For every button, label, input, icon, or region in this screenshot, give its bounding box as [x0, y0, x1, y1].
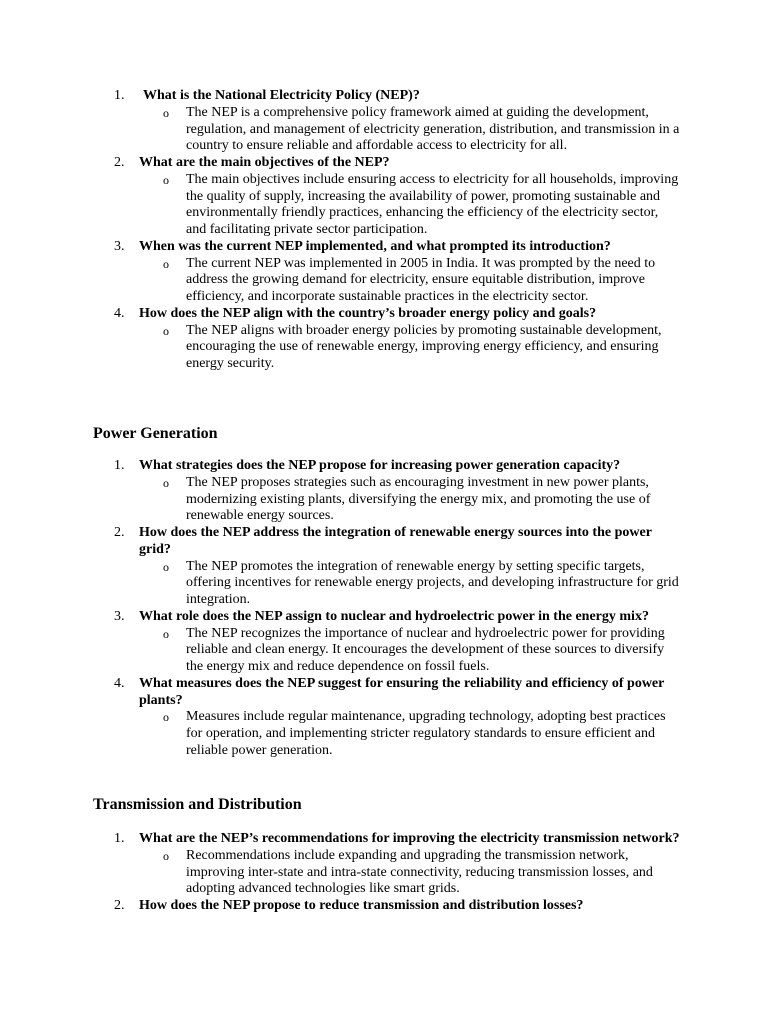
- bullet-icon: o: [163, 323, 169, 338]
- bullet-icon: o: [163, 105, 169, 120]
- section-heading-power-generation: Power Generation: [93, 425, 218, 442]
- item-number: 4.: [114, 305, 125, 321]
- answer-text: The NEP promotes the integration of renewable energy by setting specific targets, offering incentives for renewable energy projects, and developing infrastructure for grid integration.: [186, 558, 679, 607]
- item-number: 2.: [114, 525, 125, 540]
- answer-block: [0, 559, 768, 609]
- item-number: 2.: [114, 898, 125, 913]
- question-text: What strategies does the NEP propose for increasing power generation capacity?: [139, 458, 621, 473]
- answer-text: The current NEP was implemented in 2005 in India. It was prompted by the need to address the growing demand for electricity, ensure equitable distribution, improve efficiency, and incorporate sustainable practices in the electricity sector.: [186, 255, 656, 304]
- qa-item: [0, 898, 768, 915]
- qa-item: [0, 155, 768, 239]
- item-number: 4.: [114, 675, 125, 691]
- answer-block: [0, 256, 768, 306]
- qa-item: [0, 609, 768, 676]
- item-number: 1.: [114, 831, 125, 846]
- section-intro: [0, 88, 768, 373]
- bullet-icon: o: [163, 559, 169, 574]
- bullet-icon: o: [163, 848, 169, 863]
- answer-text: The NEP is a comprehensive policy framework aimed at guiding the development, regulation, and management of electricity generation, distribution, and transmission in a country to ensure reliable and affordable access to electricity for all.: [186, 104, 680, 154]
- bullet-icon: o: [163, 256, 169, 271]
- question-text: How does the NEP align with the country’s broader energy policy and goals?: [139, 305, 597, 321]
- answer-block: [0, 172, 768, 239]
- answer-text: The main objectives include ensuring access to electricity for all households, improving the quality of supply, increasing the availability of power, promoting sustainable and environmentally friendly practices, enhancing the efficiency of the electricity sector, and facilitating private sector participation.: [186, 171, 679, 237]
- answer-block: [0, 709, 768, 759]
- item-number: 2.: [114, 155, 125, 170]
- answer-text: The NEP proposes strategies such as encouraging investment in new power plants, modernizing existing plants, diversifying the energy mix, and promoting the use of renewable energy sources.: [186, 474, 651, 524]
- qa-item: [0, 306, 768, 373]
- bullet-icon: o: [163, 710, 169, 725]
- bullet-icon: o: [163, 626, 169, 641]
- section-transmission: [0, 831, 768, 915]
- bullet-icon: o: [163, 475, 169, 490]
- qa-item: [0, 676, 768, 760]
- answer-block: [0, 475, 768, 525]
- question-text: What is the National Electricity Policy (NEP)?: [143, 88, 420, 103]
- item-number: 1.: [114, 458, 125, 473]
- answer-text: The NEP recognizes the importance of nuclear and hydroelectric power for providing reliable and clean energy. It encourages the development of these sources to diversify the energy mix and reduce dependence on fossil fuels.: [186, 625, 665, 674]
- answer-text: Measures include regular maintenance, upgrading technology, adopting best practices for operation, and implementing stricter regulatory standards to ensure efficient and reliable power generation.: [186, 709, 666, 758]
- item-number: 3.: [114, 608, 125, 624]
- question-text: How does the NEP propose to reduce transmission and distribution losses?: [139, 898, 584, 913]
- answer-text: Recommendations include expanding and upgrading the transmission network, improving inter-state and intra-state connectivity, reducing transmission losses, and adopting advanced technologies like smart grids.: [186, 847, 653, 897]
- answer-block: [0, 323, 768, 373]
- qa-item: [0, 88, 768, 155]
- qa-item: [0, 239, 768, 306]
- section-heading-transmission: Transmission and Distribution: [93, 796, 302, 813]
- question-text: What are the NEP’s recommendations for improving the electricity transmission network?: [139, 831, 680, 846]
- answer-block: [0, 848, 768, 898]
- qa-item: [0, 458, 768, 525]
- section-power-generation: [0, 458, 768, 760]
- question-text: How does the NEP address the integration of renewable energy sources into the power grid?: [139, 525, 652, 557]
- answer-block: [0, 626, 768, 676]
- bullet-icon: o: [163, 172, 169, 187]
- question-text: What are the main objectives of the NEP?: [139, 155, 390, 170]
- answer-block: [0, 105, 768, 155]
- item-number: 1.: [114, 88, 125, 103]
- item-number: 3.: [114, 238, 125, 254]
- question-text: When was the current NEP implemented, and what prompted its introduction?: [139, 238, 611, 254]
- question-text: What measures does the NEP suggest for ensuring the reliability and efficiency of power plants?: [139, 675, 665, 708]
- question-text: What role does the NEP assign to nuclear and hydroelectric power in the energy mix?: [139, 608, 649, 624]
- qa-item: [0, 831, 768, 898]
- qa-item: [0, 525, 768, 609]
- answer-text: The NEP aligns with broader energy policies by promoting sustainable development, encouraging the use of renewable energy, improving energy efficiency, and ensuring energy security.: [186, 322, 662, 371]
